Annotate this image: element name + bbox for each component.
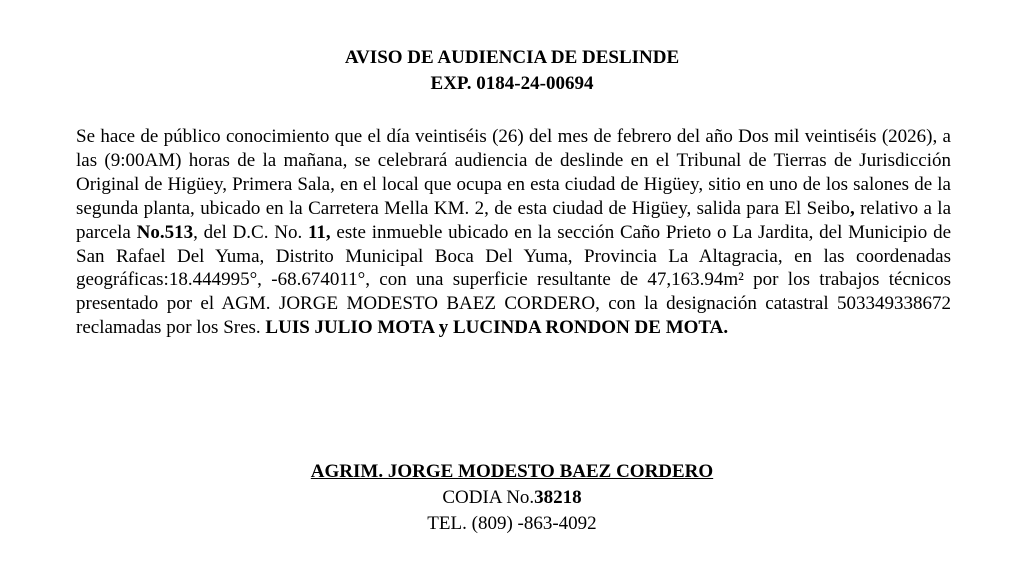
body-text-part-4: este inmueble ubicado en la sección Caño Prieto o La Jardita, del Municipio de San Rafael Del Yuma, Distrito Municipal Boca Del Yuma, Provincia La Altagracia, en las coordenadas geográficas:18.444995°, -68.674011°, con una superficie resultante de 47,163.94m² por los trabajos técnicos presentado por el AGM. JORGE MODESTO BAEZ CORDERO, con la designación catastral 503349338672 reclamadas por los Sres. xyxy=(76,221,951,339)
signature-codia xyxy=(0,486,1024,510)
signature-name: AGRIM. JORGE MODESTO BAEZ CORDERO xyxy=(310,461,714,482)
body-comma: , xyxy=(849,197,855,219)
body-text-part-1: Se hace de público conocimiento que el día veintiséis (26) del mes de febrero del año Dos mil veintiséis (2026), a las (9:00AM) horas de la mañana, se celebrará audiencia de deslinde en el Tribunal de Tierras de Jurisdicción Original de Higüey, Primera Sala, en el local que ocupa en esta ciudad de Higüey, sitio en uno de los salones de la segunda planta, ubicado en la Carretera Mella KM. 2, de esta ciudad de Higüey, salida para El Seibo xyxy=(76,126,951,219)
signature-name-line xyxy=(0,460,1024,484)
signature-phone: TEL. (809) -863-4092 xyxy=(427,513,597,534)
claimants: LUIS JULIO MOTA y LUCINDA RONDON DE MOTA. xyxy=(265,317,729,339)
codia-label: CODIA No. xyxy=(442,487,535,508)
codia-number: 38218 xyxy=(534,487,582,508)
cadastral-district: 11, xyxy=(307,221,331,243)
parcel-number: No.513 xyxy=(136,221,194,243)
body-text-part-2: relativo a la parcela xyxy=(76,197,951,243)
notice-body xyxy=(76,125,951,340)
notice-title: AVISO DE AUDIENCIA DE DESLINDE xyxy=(344,47,680,68)
case-number: EXP. 0184-24-00694 xyxy=(430,73,594,94)
body-text-part-3: , del D.C. No. xyxy=(193,221,308,243)
